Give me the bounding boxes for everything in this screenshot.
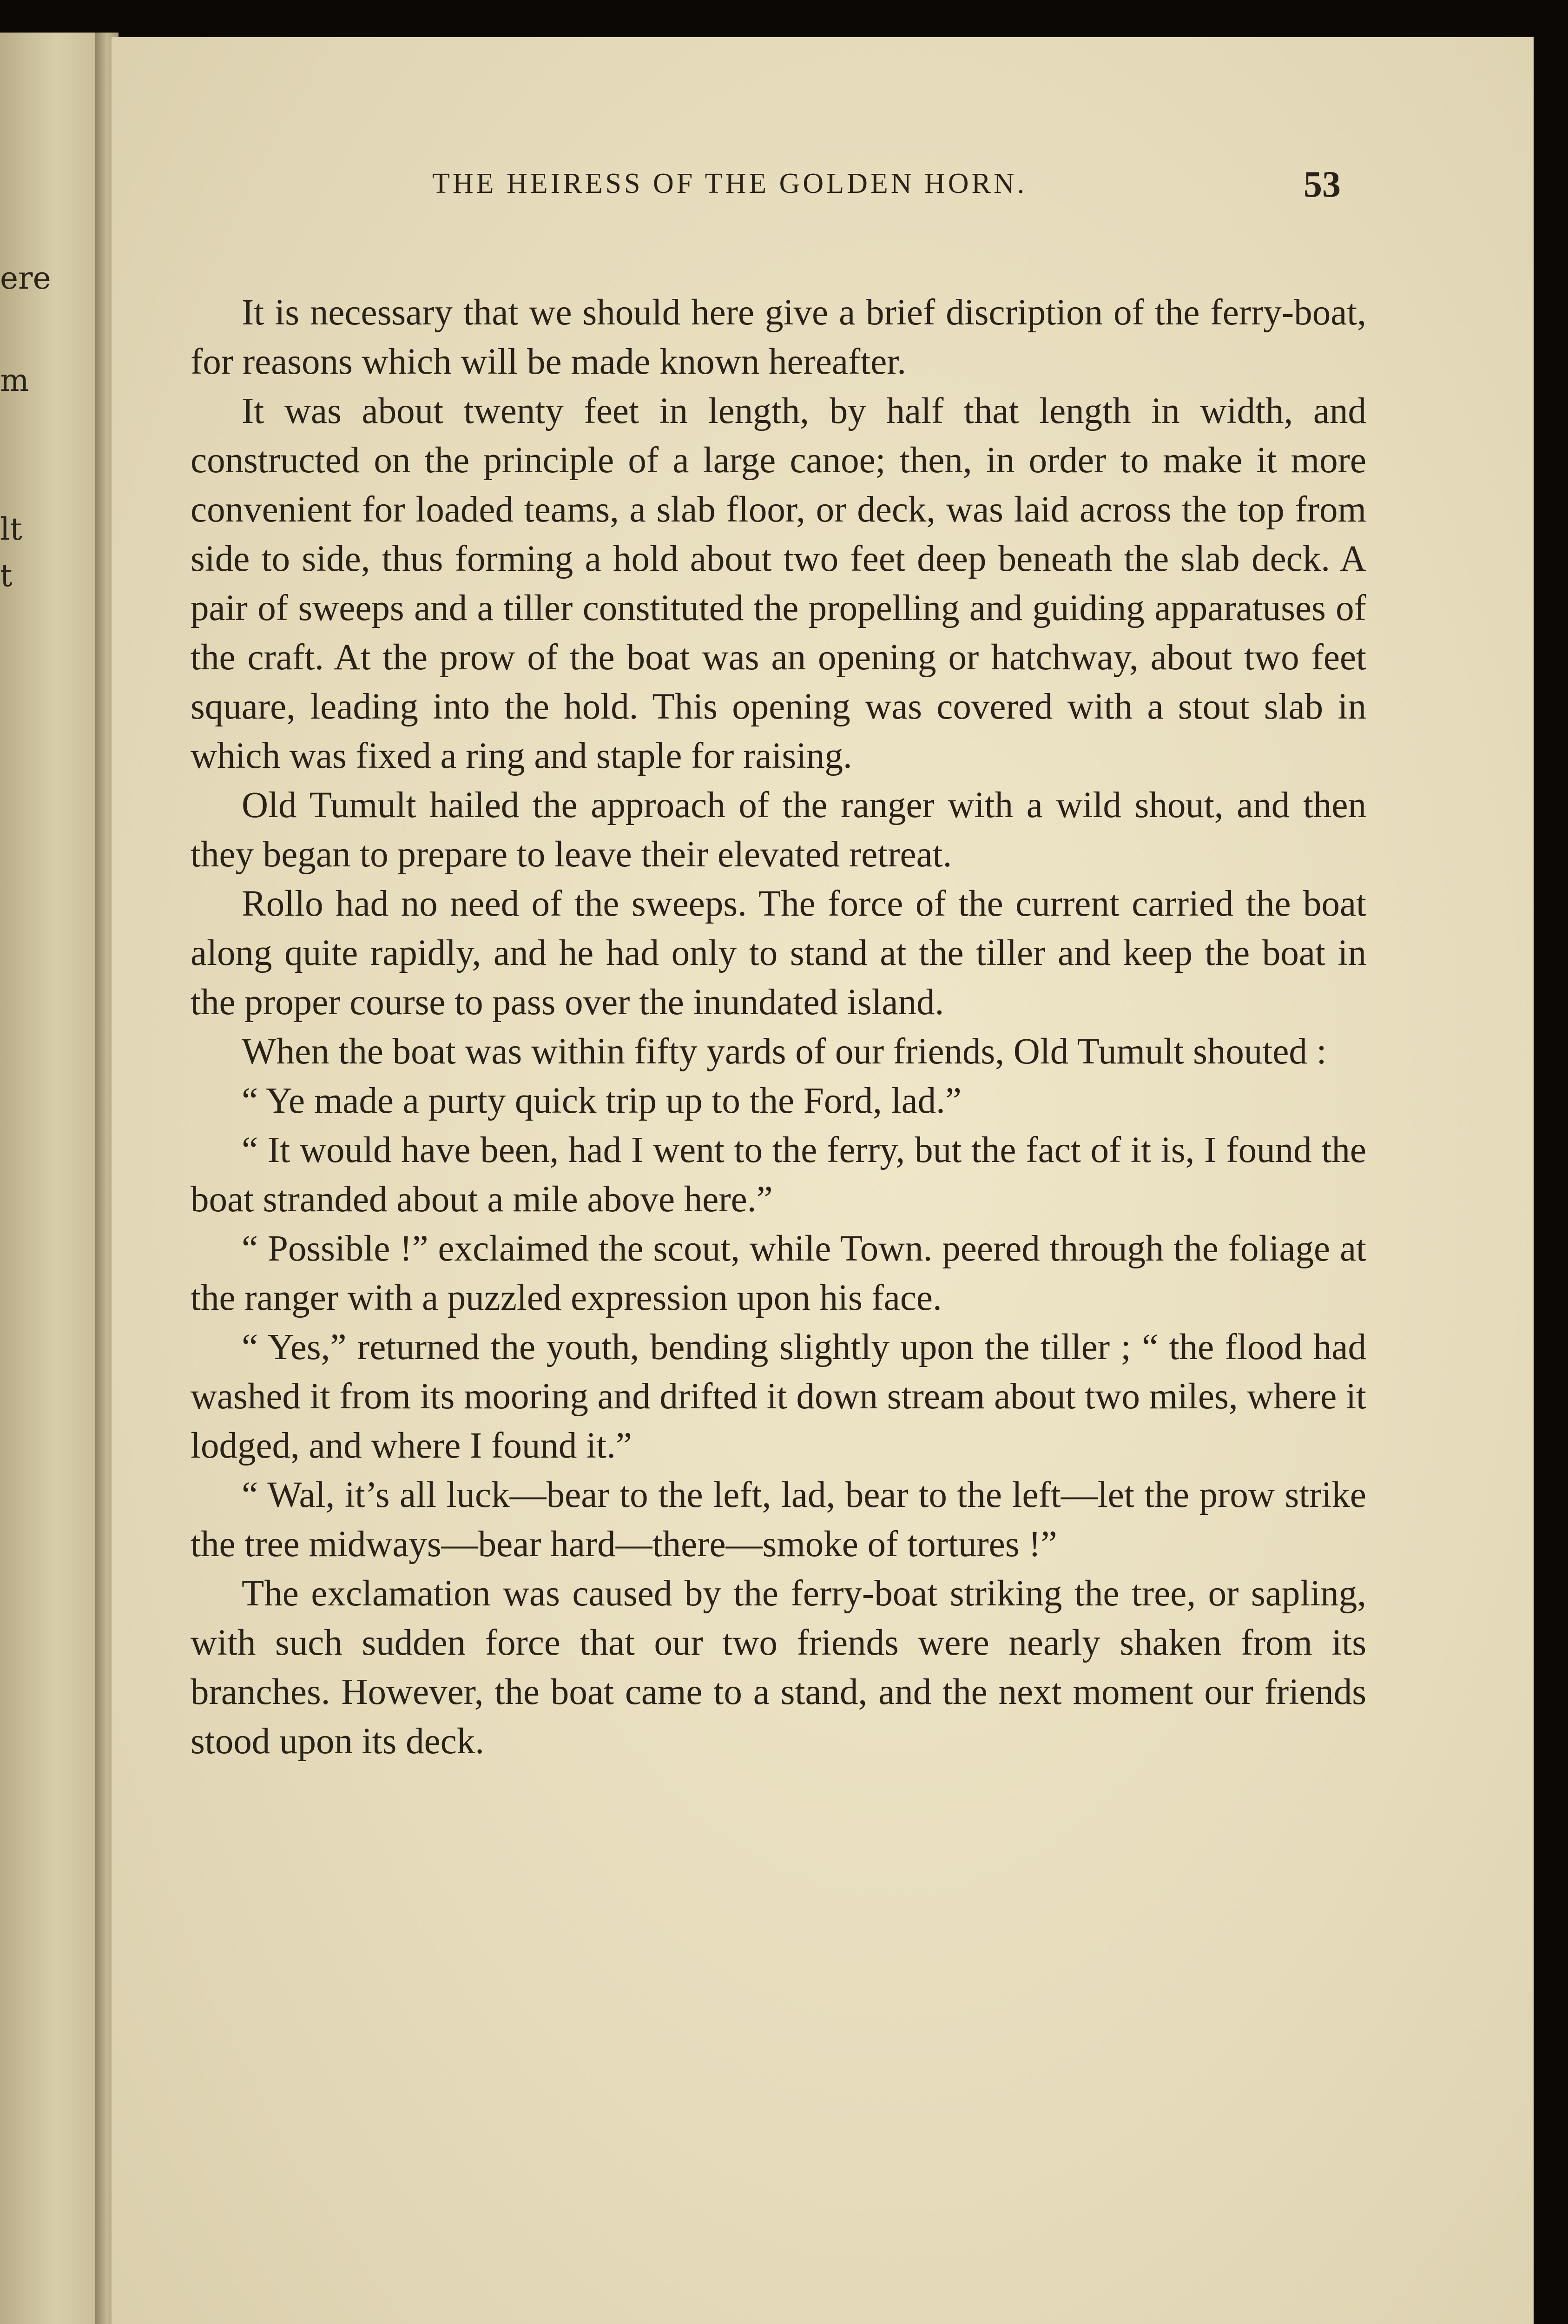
paragraph: “ Yes,” returned the youth, bending slightly upon the tiller ; “ the flood had washed it from its mooring and drifted it down stream about two miles, where it lodged, and where I found it.” bbox=[191, 1327, 1366, 1466]
previous-page-edge bbox=[0, 33, 102, 2324]
book-page bbox=[112, 37, 1534, 2324]
paragraph: “ Ye made a purty quick trip up to the Ford, lad.” bbox=[242, 1081, 962, 1121]
body-text bbox=[191, 288, 1366, 1766]
paragraph: “ Possible !” exclaimed the scout, while Town. peered through the foliage at the ranger with a puzzled expression upon his face. bbox=[191, 1228, 1366, 1318]
previous-page-fragment: ere bbox=[0, 260, 51, 296]
paragraph: Rollo had no need of the sweeps. The force of the current carried the boat along quite rapidly, and he had only to stand at the tiller and keep the boat in the proper course to pass over the inundated island. bbox=[191, 884, 1366, 1023]
paragraph: “ Wal, it’s all luck—bear to the left, lad, bear to the left—let the prow strike the tree midways—bear hard—there—smoke of tortures !” bbox=[191, 1475, 1366, 1565]
previous-page-fragment: t bbox=[0, 558, 13, 594]
previous-page-fragment: m bbox=[0, 363, 29, 398]
paragraph: It is necessary that we should here give a brief discription of the ferry-boat, for reasons which will be made known hereafter. bbox=[191, 292, 1366, 382]
paragraph: When the boat was within fifty yards of our friends, Old Tumult shouted : bbox=[242, 1031, 1327, 1072]
paragraph: The exclamation was caused by the ferry-boat striking the tree, or sapling, with such sudden force that our two friends were nearly shaken from its branches. However, the boat came to a stand, and the next moment our friends stood upon its deck. bbox=[191, 1573, 1366, 1762]
paragraph: “ It would have been, had I went to the ferry, but the fact of it is, I found the boat stranded about a mile above here.” bbox=[191, 1130, 1366, 1220]
page-header bbox=[112, 164, 1366, 223]
previous-page-fragment: lt bbox=[0, 511, 22, 547]
paragraph: Old Tumult hailed the approach of the ranger with a wild shout, and then they began to prepare to leave their elevated retreat. bbox=[191, 785, 1366, 875]
page-number: 53 bbox=[1304, 164, 1341, 205]
running-head: THE HEIRESS OF THE GOLDEN HORN. bbox=[432, 168, 1028, 199]
paragraph: It was about twenty feet in length, by half that length in width, and constructed on the principle of a large canoe; then, in order to make it more convenient for loaded teams, a slab floor, or deck, was laid across the top from side to side, thus forming a hold about two feet deep beneath the slab deck. A pair of sweeps and a tiller constituted the propelling and guiding apparatuses of the craft. At the prow of the boat was an opening or hatchway, about two feet square, leading into the hold. This opening was covered with a stout slab in which was fixed a ring and staple for raising. bbox=[191, 391, 1366, 776]
